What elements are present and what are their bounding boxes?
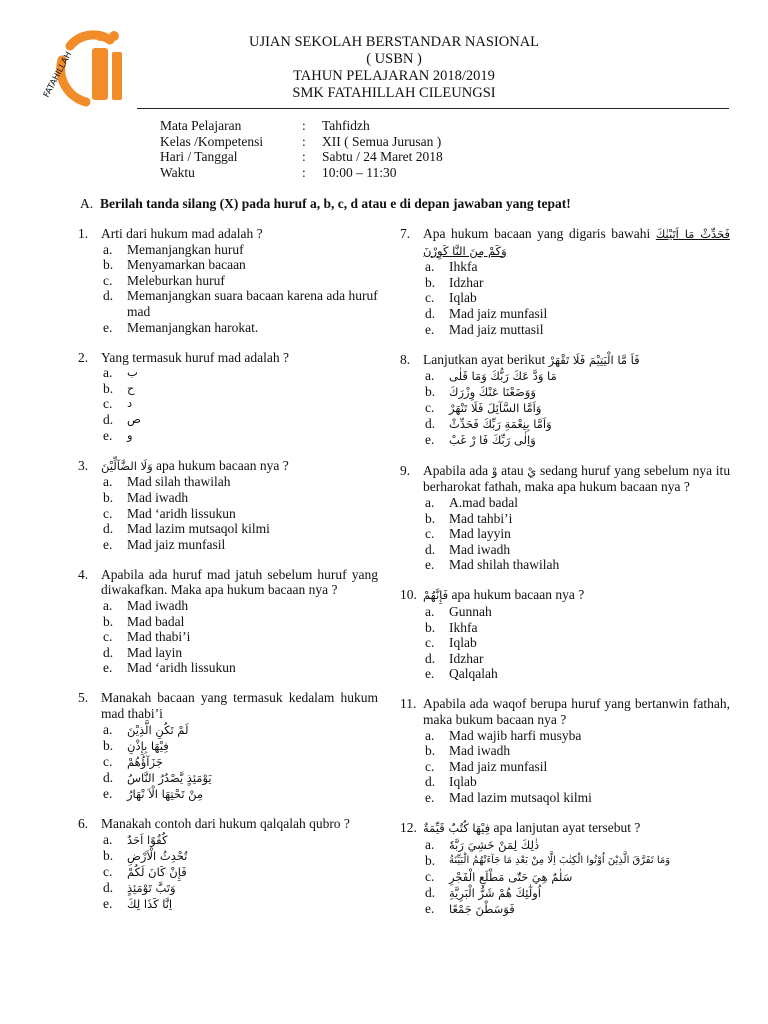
- info-value: Tahfidzh: [322, 118, 370, 133]
- option-text: د: [127, 396, 133, 411]
- option-letter: c.: [103, 505, 113, 521]
- option-text: وَاَمَّا بِنِعْمَةِ رَبِّكَ فَحَدِّثْ: [449, 417, 552, 432]
- question-text: Apabila ada: [423, 462, 489, 478]
- option[interactable]: [425, 557, 730, 573]
- options: [425, 837, 730, 917]
- option-letter: c.: [425, 290, 435, 306]
- option[interactable]: [425, 869, 730, 885]
- option[interactable]: [425, 384, 730, 400]
- option[interactable]: [425, 759, 730, 775]
- question: [78, 458, 378, 553]
- option-letter: a.: [425, 727, 435, 743]
- question-arabic: فِيْهَا كُتُبٌ قَيِّمَةٌ: [423, 821, 491, 836]
- option-text: مَا وَدَّ عَكَ رَبُّكَ وَمَا قَلٰى: [449, 369, 557, 384]
- question-number: 3.: [78, 457, 89, 473]
- option-text: وَوَضَعْنَا عَنْكَ وِزْرَكَ: [449, 385, 536, 400]
- option[interactable]: [425, 728, 730, 744]
- option-letter: b.: [103, 257, 114, 273]
- question-arabic: فَحَدِّثْ مَا اَتَيْنٰكَ وَكَمْ مِنَ النَّا كَوِرْنَ: [423, 227, 731, 258]
- info-value: Sabtu / 24 Maret 2018: [322, 149, 443, 164]
- option-letter: d.: [425, 416, 436, 432]
- option-text: Mad thabi’i: [127, 629, 191, 645]
- options: [103, 832, 378, 912]
- option-letter: d.: [425, 305, 436, 321]
- option[interactable]: [103, 412, 378, 428]
- option-letter: c.: [425, 758, 435, 774]
- option-letter: b.: [425, 274, 436, 290]
- option-text: Iqlab: [449, 635, 477, 651]
- option-letter: c.: [103, 753, 113, 769]
- info-value: 10:00 – 11:30: [322, 164, 397, 180]
- option-text: Mad badal: [127, 613, 185, 629]
- info-row: [160, 165, 443, 181]
- option-letter: c.: [103, 272, 113, 288]
- info-key: Hari / Tanggal: [160, 149, 238, 164]
- option[interactable]: [103, 770, 378, 786]
- option-letter: e.: [103, 895, 113, 911]
- options: [103, 474, 378, 552]
- question-text: Lanjutkan ayat berikut: [423, 351, 546, 367]
- question-text: apa lanjutan ayat tersebut ?: [493, 820, 641, 836]
- option-text: Mad lazim mutsaqol kilmi: [449, 790, 592, 806]
- option-letter: b.: [425, 619, 436, 635]
- option-letter: b.: [425, 852, 436, 868]
- option[interactable]: [103, 722, 378, 738]
- question-number: 4.: [78, 566, 89, 582]
- option-letter: d.: [103, 521, 114, 537]
- option[interactable]: [425, 259, 730, 275]
- option-text: Idzhar: [449, 650, 484, 666]
- option[interactable]: [103, 521, 378, 537]
- option-text: Qalqalah: [449, 666, 498, 682]
- option[interactable]: [425, 743, 730, 759]
- option-letter: a.: [425, 368, 435, 384]
- option-text: اُولٰٓئِكَ هُمْ شَرُّ الْبَرِيَّةِ: [449, 885, 541, 900]
- header-line-3: TAHUN PELAJARAN 2018/2019: [293, 68, 495, 84]
- options: [103, 598, 378, 676]
- option-text: Mad iwadh: [127, 489, 189, 505]
- instruction: [80, 196, 571, 212]
- question-text: Yang termasuk huruf mad adalah ?: [101, 349, 289, 365]
- info-key: Mata Pelajaran: [160, 118, 242, 133]
- info-colon: :: [302, 164, 306, 180]
- option[interactable]: [103, 474, 378, 490]
- question: [78, 226, 378, 335]
- question-text-3: sedang huruf yang sebelum nya itu berharokat fathah, maka apa hukum bacaan nya ?: [423, 462, 731, 495]
- option-text: Ikhfa: [449, 619, 478, 635]
- question-number: 7.: [400, 226, 411, 241]
- question-arabic-2: يْ: [527, 463, 537, 478]
- header-line-2: ( USBN ): [366, 51, 422, 67]
- option[interactable]: [425, 511, 730, 527]
- option[interactable]: [425, 604, 730, 620]
- option-letter: e.: [103, 319, 113, 335]
- questions-right-column: [400, 226, 730, 931]
- option-letter: c.: [425, 400, 435, 416]
- option[interactable]: [103, 896, 378, 912]
- info-row: [160, 118, 443, 134]
- instruction-text: Berilah tanda silang (X) pada huruf a, b, c, d atau e di depan jawaban yang tepat!: [100, 196, 571, 211]
- question-text-2: atau: [501, 462, 524, 478]
- option-text: A.mad badal: [449, 494, 518, 510]
- option[interactable]: [425, 306, 730, 322]
- option-letter: e.: [425, 666, 435, 682]
- option-letter: a.: [425, 259, 435, 275]
- option[interactable]: [425, 635, 730, 651]
- option-letter: d.: [425, 650, 436, 666]
- option-text: تُحْدِثُ الْاَرْضِ: [127, 848, 188, 863]
- option-text: كُفُوًا اَحَدٌ: [127, 832, 168, 847]
- question-number: 6.: [78, 816, 89, 832]
- option-letter: e.: [425, 790, 435, 806]
- option-letter: b.: [425, 510, 436, 526]
- question-text: Apa hukum bacaan yang digaris bawahi: [423, 226, 651, 241]
- option-text: ب: [127, 365, 138, 380]
- question-text: apa hukum bacaan nya ?: [451, 587, 585, 603]
- option-text: Mad jaiz munfasil: [449, 758, 548, 774]
- question-number: 11.: [400, 696, 417, 712]
- option-text: Mad lazim mutsaqol kilmi: [127, 521, 270, 537]
- question-text: Arti dari hukum mad adalah ?: [101, 226, 263, 241]
- option-letter: a.: [103, 365, 113, 381]
- option[interactable]: [103, 273, 378, 289]
- option-letter: b.: [425, 384, 436, 400]
- question: [400, 587, 730, 682]
- header-divider: [137, 108, 729, 109]
- question: [400, 226, 730, 337]
- option-letter: d.: [103, 288, 114, 304]
- option[interactable]: [425, 666, 730, 682]
- option-letter: e.: [103, 785, 113, 801]
- option[interactable]: [425, 853, 730, 869]
- option-text: لَمْ تَكُنِ الَّذِيْنَ: [127, 722, 189, 737]
- question-number: 5.: [78, 690, 89, 706]
- header-line-4: SMK FATAHILLAH CILEUNGSI: [292, 85, 496, 101]
- option[interactable]: [103, 786, 378, 802]
- option[interactable]: [103, 506, 378, 522]
- option-text: وَاِلٰى رَبِّكَ فَا رْ غَبْ: [449, 433, 536, 448]
- exam-header: [150, 34, 638, 102]
- option-text: ص: [127, 412, 141, 427]
- option[interactable]: [425, 526, 730, 542]
- option-letter: e.: [103, 536, 113, 552]
- question-number: 1.: [78, 226, 89, 241]
- option-letter: e.: [103, 427, 113, 443]
- question-text: apa hukum bacaan nya ?: [156, 457, 289, 473]
- option[interactable]: [103, 660, 378, 676]
- option[interactable]: [103, 365, 378, 381]
- option[interactable]: [103, 257, 378, 273]
- options: [103, 242, 378, 336]
- question-number: 2.: [78, 349, 89, 365]
- option[interactable]: [425, 416, 730, 432]
- question-arabic: فَاَ مَّا الْيَتِيْمَ فَلَا تَقْهَرْ: [548, 352, 640, 367]
- option-text: Mad iwadh: [127, 597, 189, 613]
- option-text: Mad layyin: [449, 526, 511, 542]
- option-text: Mad jaiz muttasil: [449, 321, 544, 337]
- options: [425, 728, 730, 806]
- option-text: Mad ‘aridh lissukun: [127, 660, 236, 676]
- option-letter: b.: [103, 847, 114, 863]
- option-letter: d.: [103, 879, 114, 895]
- option-letter: a.: [103, 721, 113, 737]
- option-letter: e.: [425, 432, 435, 448]
- option[interactable]: [103, 880, 378, 896]
- option[interactable]: [103, 629, 378, 645]
- option[interactable]: [425, 651, 730, 667]
- option-text: Memanjangkan harokat.: [127, 319, 259, 335]
- option-letter: b.: [103, 737, 114, 753]
- option-text: Idzhar: [449, 274, 484, 290]
- option-letter: c.: [103, 396, 113, 412]
- option[interactable]: [425, 837, 730, 853]
- option-letter: b.: [103, 613, 114, 629]
- option-letter: e.: [425, 557, 435, 573]
- option[interactable]: [425, 368, 730, 384]
- school-logo: [40, 28, 132, 108]
- option-letter: d.: [103, 769, 114, 785]
- option[interactable]: [425, 542, 730, 558]
- option-letter: d.: [103, 644, 114, 660]
- option-text: Mad layin: [127, 644, 183, 660]
- option-text: Mad ‘aridh lissukun: [127, 505, 236, 521]
- option[interactable]: [425, 901, 730, 917]
- option[interactable]: [425, 620, 730, 636]
- option-text: Mad iwadh: [449, 541, 511, 557]
- option[interactable]: [425, 790, 730, 806]
- option[interactable]: [103, 614, 378, 630]
- option[interactable]: [425, 432, 730, 448]
- option-text: Mad iwadh: [449, 743, 511, 759]
- option-text: Iqlab: [449, 774, 477, 790]
- info-key: Waktu: [160, 164, 195, 180]
- option-text: فَوَسَطْنَ جَمْعًا: [449, 901, 515, 916]
- options: [425, 368, 730, 448]
- option-letter: a.: [103, 241, 113, 257]
- info-value: XII ( Semua Jurusan ): [322, 133, 442, 149]
- option[interactable]: [103, 832, 378, 848]
- option-letter: d.: [425, 884, 436, 900]
- option-text: Memanjangkan suara bacaan karena ada huruf mad: [127, 288, 378, 319]
- option[interactable]: [425, 275, 730, 291]
- option[interactable]: [103, 242, 378, 258]
- option-text: Ihkfa: [449, 259, 478, 275]
- options: [425, 259, 730, 337]
- option[interactable]: [103, 320, 378, 336]
- option-letter: e.: [425, 900, 435, 916]
- option-letter: a.: [103, 597, 113, 613]
- question-arabic: وْ: [491, 463, 498, 478]
- questions-left-column: [78, 226, 378, 926]
- option-text: يَوْمَئِذٍ يَّصْدُرُ النَّاسُ: [127, 770, 212, 785]
- question-text: Apabila ada huruf mad jatuh sebelum huruf yang diwakafkan. Maka apa hukum bacaan nya ?: [101, 566, 378, 598]
- option[interactable]: [103, 288, 378, 319]
- option-letter: c.: [425, 868, 435, 884]
- logo-text: FATAHILLAH: [41, 50, 75, 100]
- option-text: Mad jaiz munfasil: [127, 536, 226, 552]
- option[interactable]: [103, 537, 378, 553]
- option[interactable]: [103, 864, 378, 880]
- options: [425, 495, 730, 573]
- question-text: Manakah bacaan yang termasuk kedalam hukum mad thabi’i: [101, 690, 378, 722]
- question-arabic: فَإِنَّهُمْ: [423, 588, 449, 603]
- option[interactable]: [425, 495, 730, 511]
- question: [400, 463, 730, 573]
- option-letter: a.: [425, 836, 435, 852]
- question: [78, 690, 378, 801]
- question-text: Apabila ada waqof berupa huruf yang bertanwin fathah, maka bukum bacaan nya ?: [423, 696, 730, 728]
- option-text: وَتَبَّ تَوْمَئِذٍ: [127, 880, 176, 895]
- option[interactable]: [103, 848, 378, 864]
- option-text: Mad shilah thawilah: [449, 557, 560, 573]
- option-text: فِيْهَا بِإِذْنِ: [127, 738, 169, 753]
- info-colon: :: [302, 149, 306, 164]
- option[interactable]: [103, 381, 378, 397]
- question: [78, 816, 378, 912]
- option-text: و: [127, 427, 133, 442]
- question-number: 12.: [400, 820, 417, 836]
- option-letter: a.: [103, 831, 113, 847]
- option-text: ح: [127, 380, 135, 395]
- option[interactable]: [103, 645, 378, 661]
- option[interactable]: [425, 400, 730, 416]
- option-text: مِنْ تَحْتِهَا الْاَ نْهَارُ: [127, 786, 204, 801]
- option[interactable]: [103, 754, 378, 770]
- question-number: 9.: [400, 462, 411, 478]
- option[interactable]: [425, 290, 730, 306]
- question-arabic: وَلَا الضَّآلِّيْنَ: [101, 458, 153, 473]
- option-text: ذٰلِكَ لِمَنْ خَشِيَ رَبَّهٗ: [449, 837, 540, 852]
- question-number: 10.: [400, 587, 417, 603]
- info-key: Kelas /Kompetensi: [160, 133, 264, 149]
- option-letter: a.: [425, 494, 435, 510]
- info-colon: :: [302, 133, 306, 149]
- option[interactable]: [103, 490, 378, 506]
- instruction-letter: A.: [80, 196, 94, 211]
- info-colon: :: [302, 118, 306, 133]
- option-letter: b.: [103, 489, 114, 505]
- question-number: 8.: [400, 351, 411, 367]
- option[interactable]: [103, 598, 378, 614]
- question: [78, 350, 378, 444]
- option-letter: b.: [103, 380, 114, 396]
- option-text: اِنَّا كَذَا لِكَ: [127, 896, 173, 911]
- option-letter: a.: [103, 474, 113, 490]
- question: [400, 696, 730, 805]
- option-text: Mad tahbi’i: [449, 510, 513, 526]
- option-letter: d.: [425, 541, 436, 557]
- option[interactable]: [103, 738, 378, 754]
- option-text: Gunnah: [449, 604, 492, 619]
- header-line-1: UJIAN SEKOLAH BERSTANDAR NASIONAL: [248, 34, 540, 50]
- option-letter: e.: [425, 321, 435, 337]
- option-text: سَلٰمٌ هِيَ حَتّٰى مَطْلَعِ الْفَجْرِ: [449, 869, 573, 884]
- option-letter: c.: [103, 629, 113, 645]
- option-text: فَإِنْ كَانَ لَكُمْ: [127, 864, 187, 879]
- option[interactable]: [425, 774, 730, 790]
- option-text: وَاَمَّا السَّآئِلَ فَلَا تَنْهَرْ: [449, 401, 542, 416]
- question-text: Manakah contoh dari hukum qalqalah qubro ?: [101, 816, 350, 832]
- option-text: وَمَا تَفَرَّقَ الَّذِيْنَ اُوْتُوا الْكِتٰبَ اِلَّا مِنْ بَعْدِ مَا جَآءَتْهُمُ الْبَيِّنَةُ: [449, 854, 671, 866]
- option-text: Menyamarkan bacaan: [127, 257, 246, 273]
- info-row: [160, 134, 443, 150]
- question: [78, 567, 378, 676]
- option[interactable]: [425, 885, 730, 901]
- option-text: Mad wajib harfi musyba: [449, 727, 582, 743]
- option-text: Mad silah thawilah: [127, 474, 231, 490]
- option-text: Mad jaiz munfasil: [449, 305, 548, 321]
- option-text: Memanjangkan huruf: [127, 241, 244, 257]
- option[interactable]: [425, 322, 730, 338]
- option-letter: d.: [425, 774, 436, 790]
- options: [103, 722, 378, 802]
- exam-info: [160, 118, 443, 180]
- question: [400, 352, 730, 449]
- option-letter: d.: [103, 412, 114, 428]
- option-text: Meleburkan huruf: [127, 272, 225, 288]
- fatahillah-logo-icon: [40, 28, 132, 108]
- option-letter: e.: [103, 660, 113, 676]
- option-text: Iqlab: [449, 290, 477, 306]
- option-letter: a.: [425, 604, 435, 619]
- option[interactable]: [103, 428, 378, 444]
- option-letter: c.: [103, 863, 113, 879]
- options: [103, 365, 378, 443]
- options: [425, 604, 730, 682]
- info-row: [160, 149, 443, 165]
- option-text: جَزَآؤُهُمْ: [127, 754, 163, 769]
- question: [400, 820, 730, 917]
- option-letter: b.: [425, 743, 436, 759]
- option-letter: c.: [425, 526, 435, 542]
- option-letter: c.: [425, 635, 435, 651]
- option[interactable]: [103, 396, 378, 412]
